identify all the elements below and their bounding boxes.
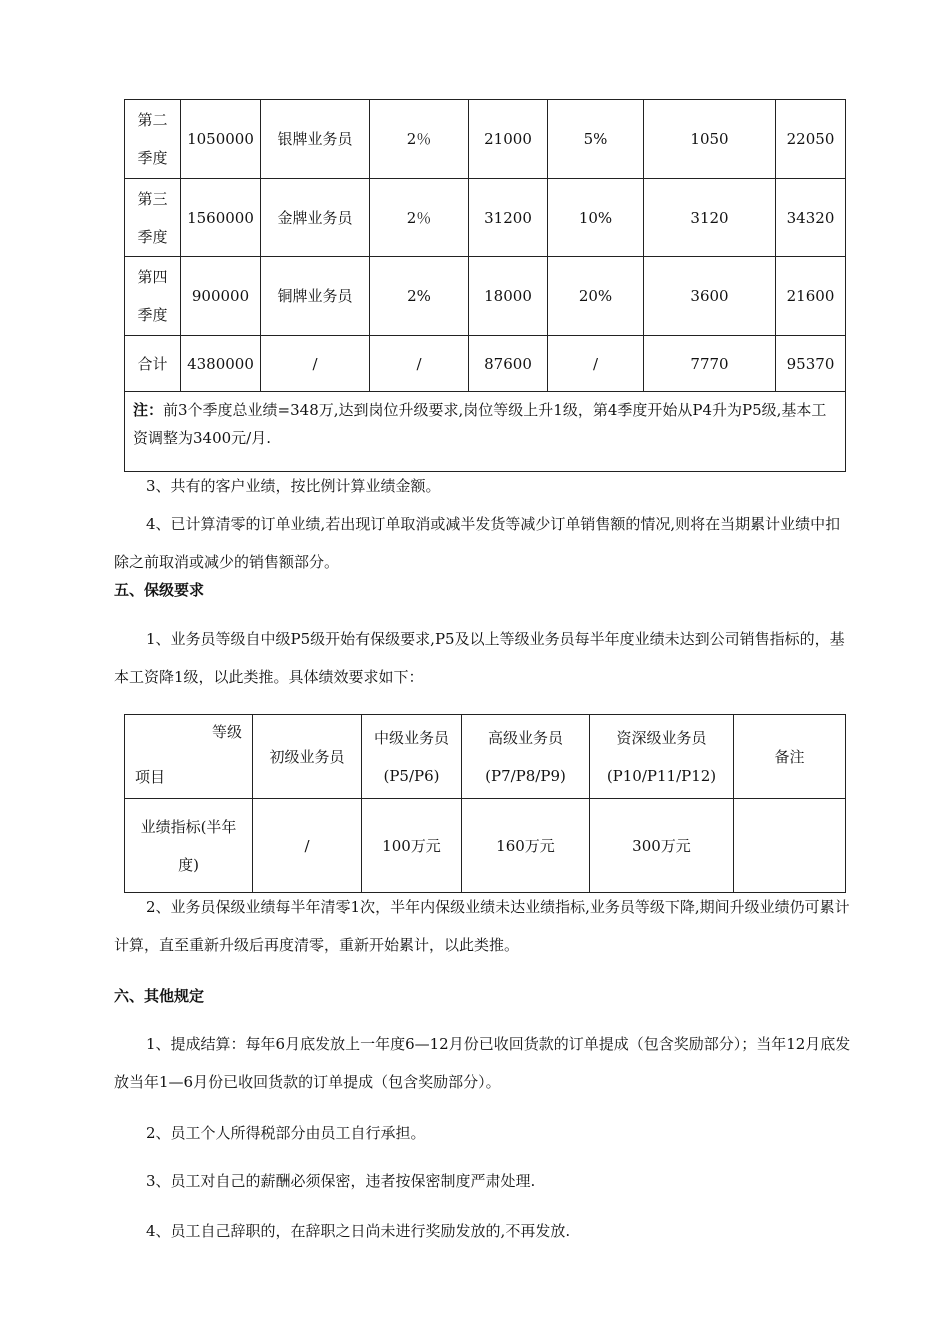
commission-cell: 87600 (469, 336, 548, 392)
value-cell: / (253, 799, 362, 893)
value-cell: 160万元 (462, 799, 590, 893)
grade-retention-table (124, 714, 846, 893)
value-cell (734, 799, 846, 893)
column-header (362, 715, 462, 799)
paragraph: 2、员工个人所得税部分由员工自行承担。 (146, 1124, 426, 1142)
sales-cell: 1560000 (181, 179, 261, 257)
bonus-rate-cell: 10% (548, 179, 644, 257)
total-cell: 95370 (776, 336, 846, 392)
table-row (125, 100, 846, 179)
corner-top-label: 等级 (211, 723, 242, 741)
note-label: 注： (133, 401, 164, 419)
period-cell: 合计 (125, 336, 181, 392)
paragraph: 4、已计算清零的订单业绩,若出现订单取消或减半发货等减少订单销售额的情况,则将在当期累计业绩中扣除之前取消或减少的销售额部分。 (114, 515, 841, 571)
paragraph: 1、业务员等级自中级P5级开始有保级要求,P5及以上等级业务员每半年度业绩未达到公司销售指标的，基本工资降1级，以此类推。具体绩效要求如下： (114, 630, 845, 686)
period-cell: 第四季度 (125, 257, 181, 336)
paragraph: 2、业务员保级业绩每半年清零1次，半年内保级业绩未达业绩指标,业务员等级下降,期间升级业绩仍可累计计算，直至重新升级后再度清零，重新开始累计，以此类推。 (114, 898, 850, 954)
section-heading: 五、保级要求 (114, 581, 205, 599)
corner-header-cell (125, 715, 253, 799)
quarterly-commission-table (124, 99, 846, 472)
sales-cell: 1050000 (181, 100, 261, 179)
bonus-rate-cell: / (548, 336, 644, 392)
commission-cell: 21000 (469, 100, 548, 179)
table-row (125, 799, 846, 893)
bonus-cell: 3120 (644, 179, 776, 257)
commission-cell: 18000 (469, 257, 548, 336)
column-header-sublabel: (P10/P11/P12) (606, 766, 717, 785)
bonus-cell: 3600 (644, 257, 776, 336)
note-cell (125, 392, 846, 472)
bonus-cell: 1050 (644, 100, 776, 179)
column-header-sublabel: (P5/P6) (383, 766, 440, 785)
period-cell: 第三季度 (125, 179, 181, 257)
table-row (125, 257, 846, 336)
paragraph: 3、共有的客户业绩，按比例计算业绩金额。 (146, 477, 441, 495)
corner-bottom-label: 项目 (135, 768, 166, 786)
column-header-label: 资深级业务员 (616, 728, 707, 747)
column-header-sublabel: (P7/P8/P9) (485, 766, 566, 785)
row-label-cell: 业绩指标(半年度) (125, 799, 253, 893)
column-header-label: 初级业务员 (269, 747, 345, 766)
bonus-rate-cell: 20% (548, 257, 644, 336)
period-cell: 第二季度 (125, 100, 181, 179)
sales-cell: 4380000 (181, 336, 261, 392)
column-header (590, 715, 734, 799)
paragraph: 4、员工自己辞职的，在辞职之日尚未进行奖励发放的,不再发放. (146, 1222, 571, 1240)
total-cell: 34320 (776, 179, 846, 257)
column-header (734, 715, 846, 799)
value-cell: 100万元 (362, 799, 462, 893)
level-cell: 银牌业务员 (261, 100, 370, 179)
total-row (125, 336, 846, 392)
commission-cell: 31200 (469, 179, 548, 257)
rate-cell: 2％ (370, 100, 469, 179)
level-cell: / (261, 336, 370, 392)
table-header-row (125, 715, 846, 799)
column-header (462, 715, 590, 799)
column-header (253, 715, 362, 799)
rate-cell: 2% (370, 257, 469, 336)
value-cell: 300万元 (590, 799, 734, 893)
table-row (125, 179, 846, 257)
column-header-label: 中级业务员 (373, 728, 449, 747)
rate-cell: / (370, 336, 469, 392)
total-cell: 21600 (776, 257, 846, 336)
level-cell: 金牌业务员 (261, 179, 370, 257)
note-row (125, 392, 846, 472)
total-cell: 22050 (776, 100, 846, 179)
paragraph: 1、提成结算：每年6月底发放上一年度6—12月份已收回货款的订单提成（包含奖励部分）；当年12月底发放当年1—6月份已收回货款的订单提成（包含奖励部分）。 (114, 1035, 851, 1091)
rate-cell: 2％ (370, 179, 469, 257)
sales-cell: 900000 (181, 257, 261, 336)
paragraph: 3、员工对自己的薪酬必须保密，违者按保密制度严肃处理. (146, 1172, 536, 1190)
bonus-rate-cell: 5% (548, 100, 644, 179)
column-header-label: 高级业务员 (487, 728, 563, 747)
note-text: 前3个季度总业绩=348万,达到岗位升级要求,岗位等级上升1级，第4季度开始从P4升为P5级,基本工资调整为3400元/月. (133, 401, 827, 447)
bonus-cell: 7770 (644, 336, 776, 392)
column-header-label: 备注 (774, 747, 805, 766)
section-heading: 六、其他规定 (114, 987, 205, 1005)
level-cell: 铜牌业务员 (261, 257, 370, 336)
